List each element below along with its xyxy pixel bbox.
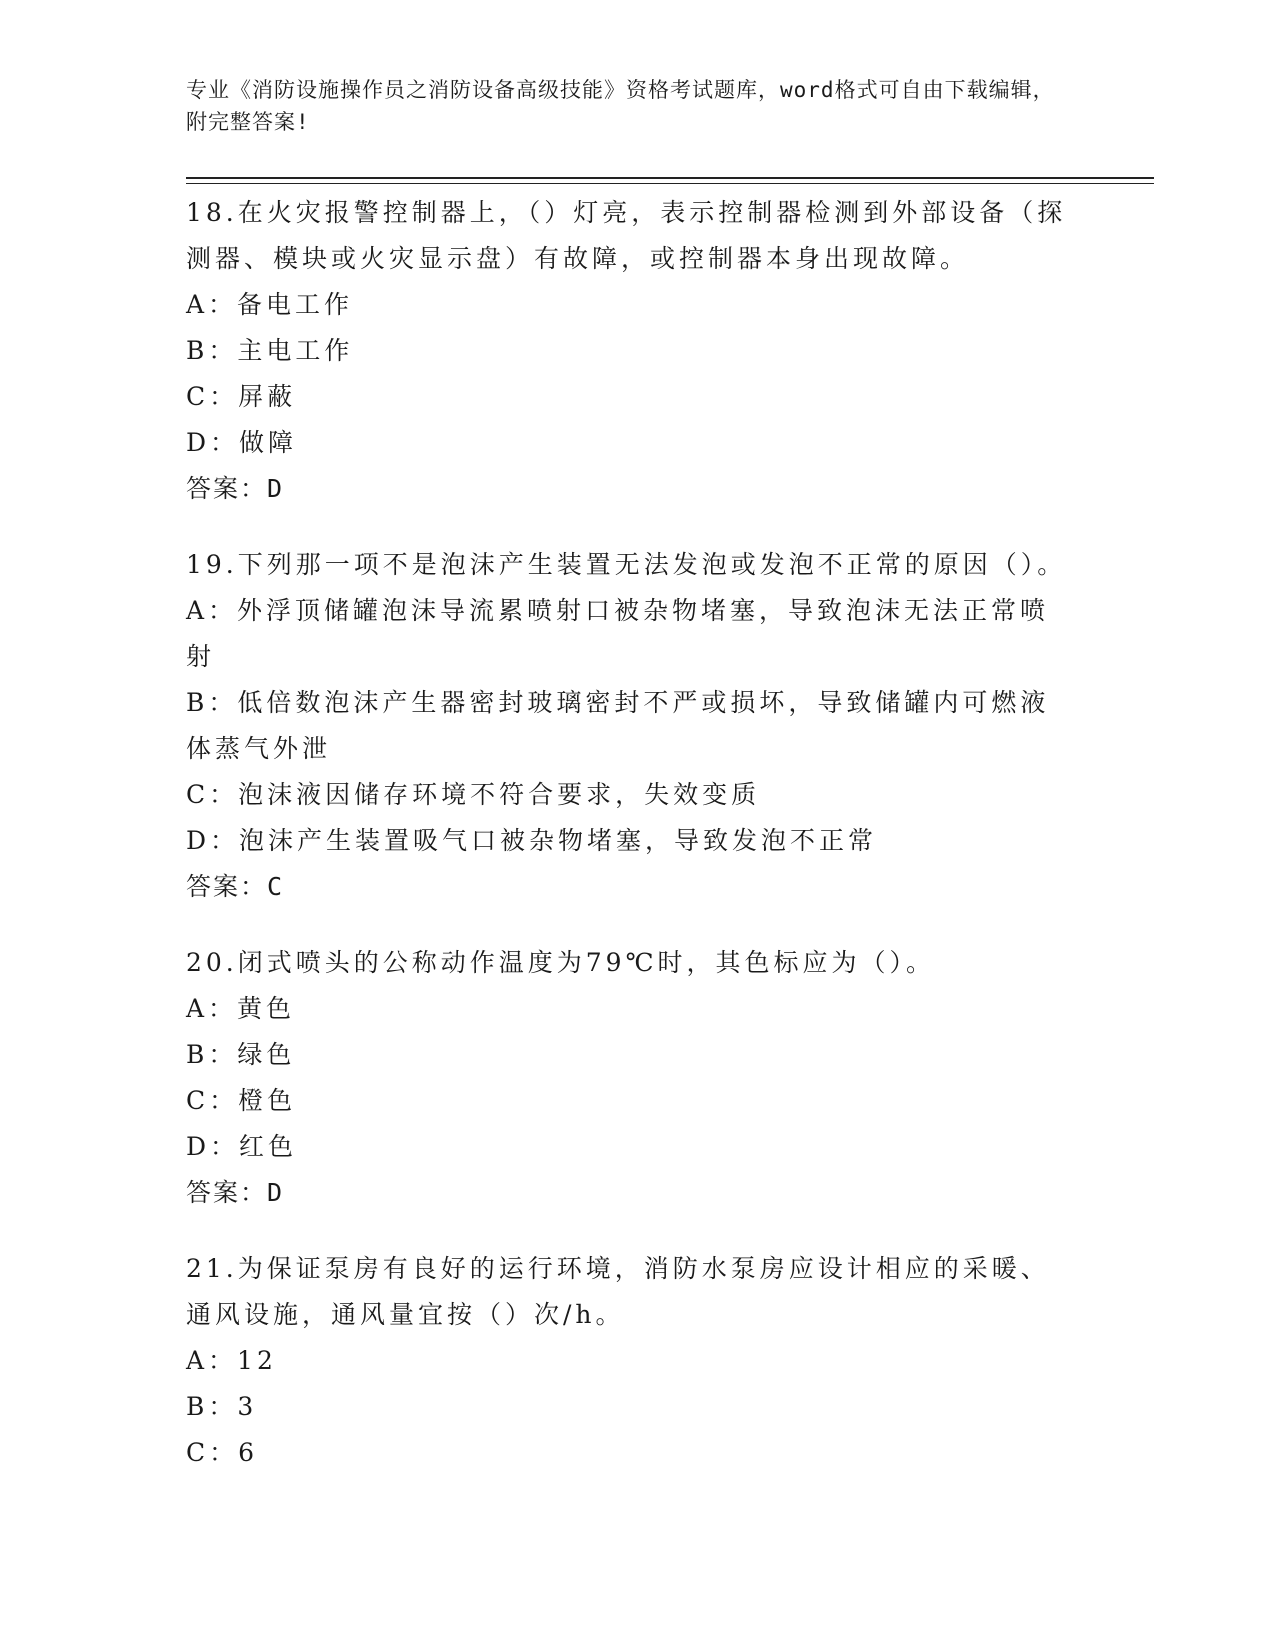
- answer-value: D: [267, 474, 285, 503]
- document-header: 专业《消防设施操作员之消防设备高级技能》资格考试题库，word格式可自由下载编辑，附完整答案!: [186, 78, 1055, 134]
- option-c: C：橙色: [186, 1086, 297, 1115]
- answer-label: 答案：: [186, 1178, 268, 1207]
- option-d: D：红色: [186, 1132, 298, 1161]
- header-rule-top: [186, 177, 1154, 179]
- answer-line: [186, 864, 1076, 910]
- question-stem: 19.下列那一项不是泡沫产生装置无法发泡或发泡不正常的原因（）。: [186, 550, 1067, 579]
- answer-line: [186, 466, 1076, 512]
- option-b: B：低倍数泡沫产生器密封玻璃密封不严或损坏，导致储罐内可燃液体蒸气外泄: [186, 688, 1050, 763]
- question-19: [186, 542, 1076, 910]
- answer-label: 答案：: [186, 474, 268, 503]
- answer-line: [186, 1170, 1076, 1216]
- question-list: [186, 190, 1076, 1506]
- header-rule-bottom: [186, 183, 1154, 184]
- option-a: A：黄色: [186, 994, 296, 1023]
- option-c: C：泡沫液因储存环境不符合要求，失效变质: [186, 780, 761, 809]
- question-20: [186, 940, 1076, 1216]
- option-c: C：屏蔽: [186, 382, 297, 411]
- question-21: [186, 1246, 1076, 1476]
- question-18: [186, 190, 1076, 512]
- answer-value: C: [267, 872, 285, 901]
- option-a: A：12: [186, 1346, 277, 1375]
- option-d: D：做障: [186, 428, 298, 457]
- option-a: A：备电工作: [186, 290, 354, 319]
- answer-label: 答案：: [186, 872, 268, 901]
- question-stem: 18.在火灾报警控制器上，（）灯亮，表示控制器检测到外部设备（探测器、模块或火灾显示盘）有故障，或控制器本身出现故障。: [186, 198, 1067, 273]
- question-stem: 20.闭式喷头的公称动作温度为79℃时，其色标应为（）。: [186, 948, 936, 977]
- option-d: D：泡沫产生装置吸气口被杂物堵塞，导致发泡不正常: [186, 826, 878, 855]
- option-b: B：绿色: [186, 1040, 296, 1069]
- option-c: C：6: [186, 1438, 259, 1467]
- question-stem: 21.为保证泵房有良好的运行环境，消防水泵房应设计相应的采暖、通风设施，通风量宜按（）次/h。: [186, 1254, 1050, 1329]
- answer-value: D: [267, 1178, 285, 1207]
- option-b: B：3: [186, 1392, 258, 1421]
- option-a: A：外浮顶储罐泡沫导流累喷射口被杂物堵塞，导致泡沫无法正常喷射: [186, 596, 1050, 671]
- option-b: B：主电工作: [186, 336, 354, 365]
